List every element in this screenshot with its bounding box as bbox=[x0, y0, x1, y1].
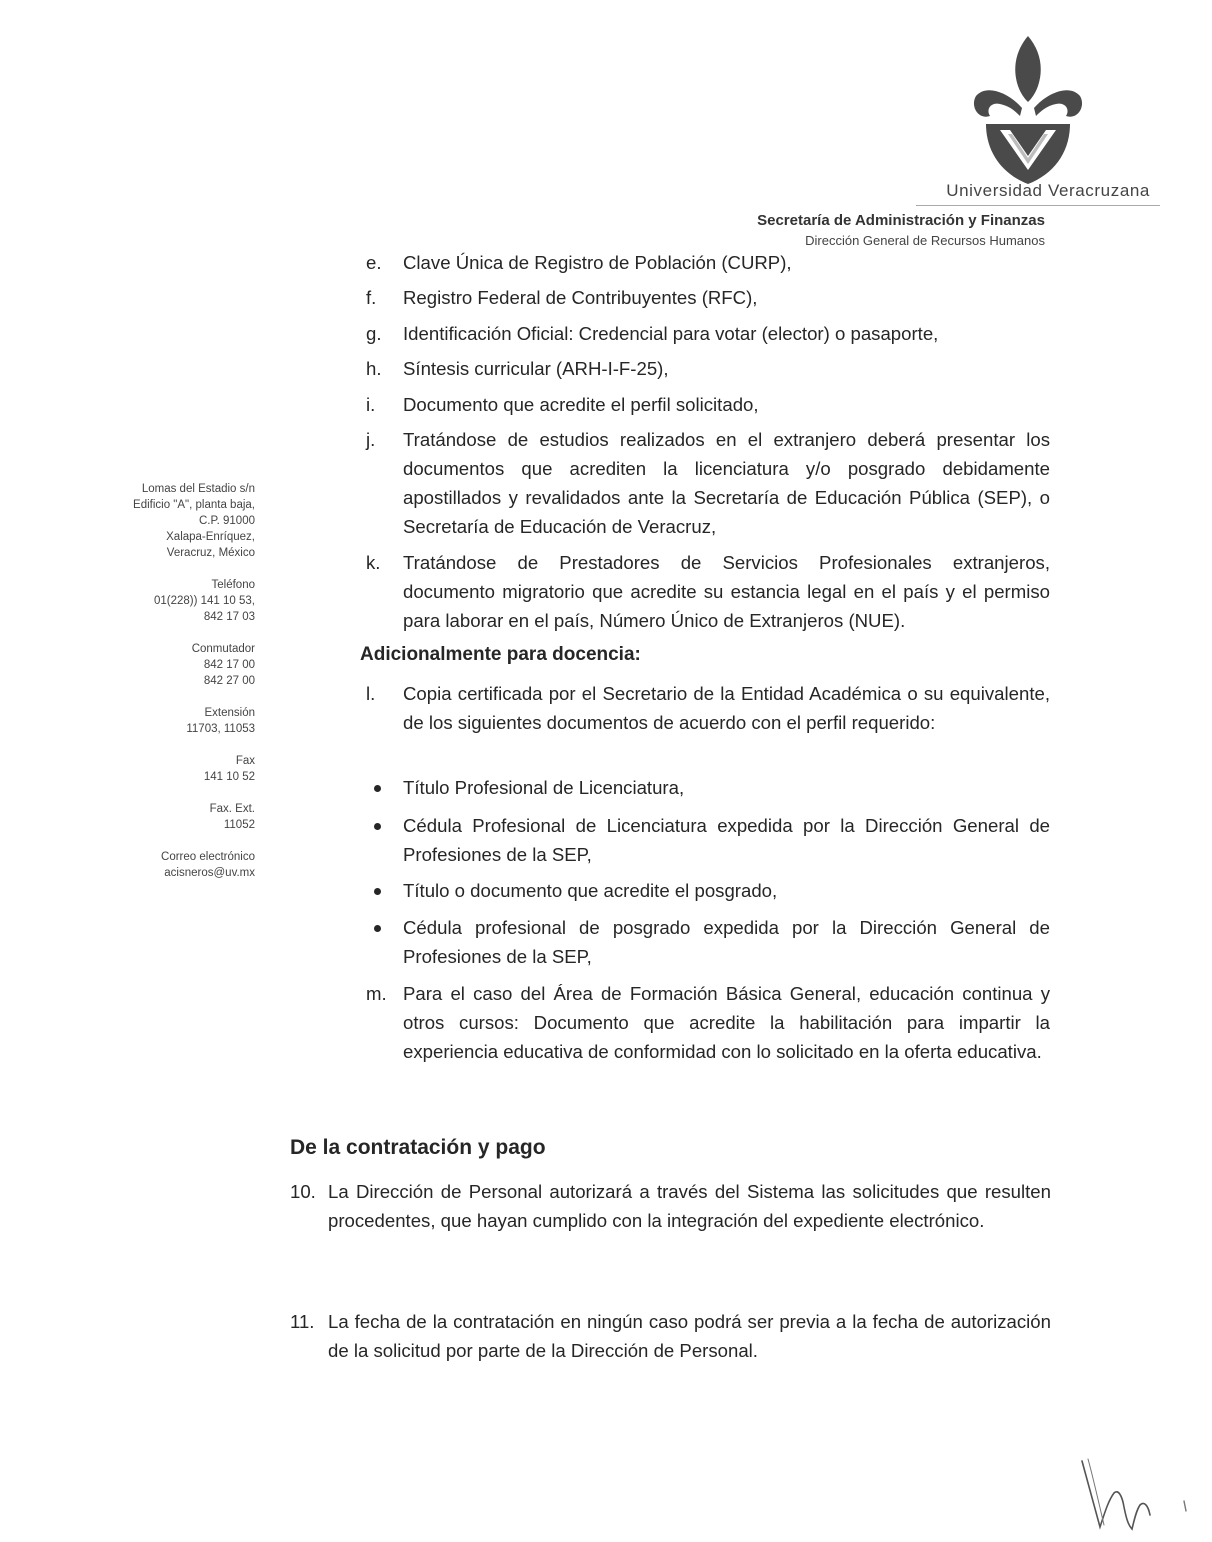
bullet-text: Cédula profesional de posgrado expedida por la Dirección General de Profesiones de la SEP, bbox=[403, 917, 1050, 967]
bullet-text: Título o documento que acredite el posgrado, bbox=[403, 880, 778, 901]
address-line: Xalapa-Enríquez, bbox=[166, 531, 255, 543]
bullet-dot bbox=[374, 823, 381, 830]
item-letter: k. bbox=[366, 552, 381, 573]
numbered-item-10 bbox=[290, 1177, 1051, 1235]
conmutador-value: 842 27 00 bbox=[203, 675, 255, 687]
direccion-subtitle: Dirección General de Recursos Humanos bbox=[805, 233, 1045, 248]
university-name: Universidad Veracruzana bbox=[946, 181, 1150, 200]
item-letter: f. bbox=[366, 287, 377, 308]
item-letter: m. bbox=[366, 983, 387, 1004]
list-item-e bbox=[366, 248, 1050, 277]
contact-sidebar bbox=[60, 481, 255, 897]
contact-email bbox=[60, 849, 255, 881]
numbered-item-11 bbox=[290, 1307, 1051, 1365]
item-letter: h. bbox=[366, 358, 382, 379]
item-text: Registro Federal de Contribuyentes (RFC), bbox=[403, 287, 758, 308]
item-text: Síntesis curricular (ARH-I-F-25), bbox=[403, 358, 669, 379]
item-letter: l. bbox=[366, 683, 376, 704]
item-text: Tratándose de Prestadores de Servicios Profesionales extranjeros, documento migratorio que acredite su estancia legal en el país y el permiso para laborar en el país, Número Único de Extranjeros (NUE). bbox=[403, 552, 1050, 631]
list-item-m bbox=[366, 979, 1050, 1066]
email-label: Correo electrónico bbox=[161, 851, 255, 863]
item-text: La fecha de la contratación en ningún caso podrá ser previa a la fecha de autorización de la solicitud por parte de la Dirección de Personal. bbox=[328, 1311, 1051, 1361]
contact-fax-ext bbox=[60, 801, 255, 833]
header-divider bbox=[916, 205, 1160, 206]
list-item-g bbox=[366, 319, 1050, 348]
item-text: Identificación Oficial: Credencial para votar (elector) o pasaporte, bbox=[403, 323, 939, 344]
item-text: Documento que acredite el perfil solicitado, bbox=[403, 394, 759, 415]
item-text: Copia certificada por el Secretario de la Entidad Académica o su equivalente, de los siguientes documentos de acuerdo con el perfil requerido: bbox=[403, 683, 1050, 733]
contact-address bbox=[60, 481, 255, 561]
list-item-l bbox=[366, 679, 1050, 737]
address-line: Edificio "A", planta baja, bbox=[133, 499, 255, 511]
telefono-label: Teléfono bbox=[211, 579, 255, 591]
contact-extension bbox=[60, 705, 255, 737]
item-text: Para el caso del Área de Formación Básica General, educación continua y otros cursos: Documento que acredite la habilitación para impartir la experiencia educativa de conformidad con lo solicitado en la oferta educativa. bbox=[403, 983, 1050, 1062]
bullet-dot bbox=[374, 785, 381, 792]
list-item-k bbox=[366, 548, 1050, 635]
handwritten-initials bbox=[1070, 1455, 1200, 1535]
bullet-item bbox=[366, 876, 1050, 905]
fax-label: Fax bbox=[235, 755, 255, 767]
item-number: 11. bbox=[290, 1311, 315, 1332]
address-line: Veracruz, México bbox=[166, 547, 255, 559]
bullet-dot bbox=[374, 888, 381, 895]
extension-value: 11703, 11053 bbox=[186, 723, 255, 735]
conmutador-label: Conmutador bbox=[191, 643, 255, 655]
list-item-i bbox=[366, 390, 1050, 419]
bullet-item bbox=[366, 811, 1050, 869]
item-letter: j. bbox=[366, 429, 376, 450]
fax-ext-label: Fax. Ext. bbox=[209, 803, 255, 815]
university-logo bbox=[972, 34, 1084, 186]
section-heading-docencia: Adicionalmente para docencia: bbox=[360, 644, 641, 665]
email-value: acisneros@uv.mx bbox=[164, 867, 255, 879]
address-line: Lomas del Estadio s/n bbox=[141, 483, 255, 495]
item-letter: i. bbox=[366, 394, 376, 415]
telefono-value: 842 17 03 bbox=[203, 611, 255, 623]
item-letter: g. bbox=[366, 323, 382, 344]
fax-ext-value: 11052 bbox=[223, 819, 255, 831]
telefono-value: 01(228)) 141 10 53, bbox=[153, 595, 255, 607]
item-number: 10. bbox=[290, 1181, 316, 1202]
bullet-dot bbox=[374, 925, 381, 932]
contact-telefono bbox=[60, 577, 255, 625]
item-text: Tratándose de estudios realizados en el extranjero deberá presentar los documentos que acrediten la licenciatura y/o posgrado debidamente apostillados y revalidados ante la Secretaría de Educación Pública (SEP), o Secretaría de Educación de Veracruz, bbox=[403, 429, 1050, 537]
bullet-text: Cédula Profesional de Licenciatura expedida por la Dirección General de Profesiones de la SEP, bbox=[403, 815, 1050, 865]
section-heading-contratacion: De la contratación y pago bbox=[290, 1136, 546, 1159]
item-text: La Dirección de Personal autorizará a través del Sistema las solicitudes que resulten procedentes, que hayan cumplido con la integración del expediente electrónico. bbox=[328, 1181, 1051, 1231]
bullet-item bbox=[366, 773, 1050, 802]
conmutador-value: 842 17 00 bbox=[203, 659, 255, 671]
list-item-h bbox=[366, 354, 1050, 383]
secretaria-title: Secretaría de Administración y Finanzas bbox=[757, 212, 1045, 229]
extension-label: Extensión bbox=[204, 707, 255, 719]
contact-fax bbox=[60, 753, 255, 785]
fax-value: 141 10 52 bbox=[203, 771, 255, 783]
item-letter: e. bbox=[366, 252, 382, 273]
address-line: C.P. 91000 bbox=[198, 515, 255, 527]
list-item-f bbox=[366, 283, 1050, 312]
list-item-j bbox=[366, 425, 1050, 541]
contact-conmutador bbox=[60, 641, 255, 689]
bullet-text: Título Profesional de Licenciatura, bbox=[403, 777, 685, 798]
bullet-item bbox=[366, 913, 1050, 971]
item-text: Clave Única de Registro de Población (CURP), bbox=[403, 252, 792, 273]
